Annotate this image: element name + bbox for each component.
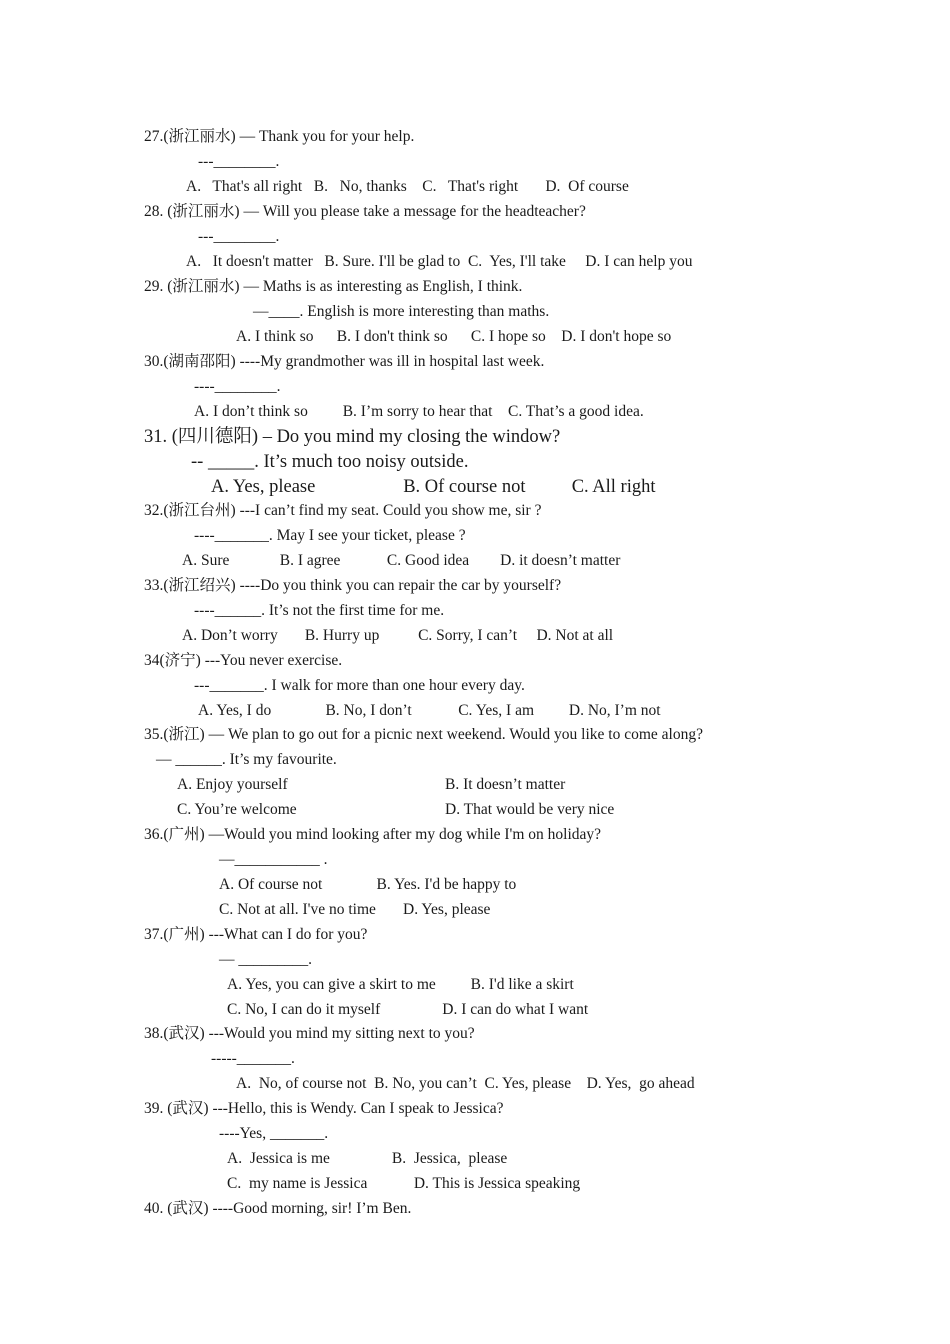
option-b: B. It doesn’t matter — [445, 776, 566, 793]
answer-blank: —____. English is more interesting than maths. — [253, 303, 550, 320]
answer-blank: -----_______. — [211, 1050, 295, 1067]
answer-blank: — _________. — [219, 951, 312, 968]
question-37: 37.(广州) ---What can I do for you? — [144, 926, 368, 943]
options: C. No, I can do it myself D. I can do what I want — [227, 1001, 589, 1018]
answer-blank: —___________ . — [219, 851, 328, 868]
answer-blank: ---_______. I walk for more than one hour every day. — [194, 677, 525, 694]
options: C. Not at all. I've no time D. Yes, please — [219, 901, 491, 918]
question-30: 30.(湖南邵阳) ----My grandmother was ill in hospital last week. — [144, 353, 545, 370]
answer-blank: ---________. — [198, 153, 280, 170]
answer-blank: ---________. — [198, 228, 280, 245]
options: A. Don’t worry B. Hurry up C. Sorry, I can’t D. Not at all — [182, 627, 614, 644]
question-32: 32.(浙江台州) ---I can’t find my seat. Could you show me, sir ? — [144, 502, 542, 519]
options: A. No, of course not B. No, you can’t C. Yes, please D. Yes, go ahead — [236, 1075, 695, 1092]
options: A. Of course not B. Yes. I'd be happy to — [219, 876, 517, 893]
answer-blank: ----_______. May I see your ticket, please ? — [194, 527, 466, 544]
question-31: 31. (四川德阳) – Do you mind my closing the window? — [144, 427, 561, 447]
answer-blank: — ______. It’s my favourite. — [156, 751, 337, 768]
option-a: A. Enjoy yourself — [177, 776, 288, 793]
options: A. Sure B. I agree C. Good idea D. it doesn’t matter — [182, 552, 621, 569]
answer-blank: -- _____. It’s much too noisy outside. — [191, 452, 469, 472]
option-d: D. That would be very nice — [445, 801, 615, 818]
question-28: 28. (浙江丽水) — Will you please take a message for the headteacher? — [144, 203, 586, 220]
answer-blank: ----______. It’s not the first time for me. — [194, 602, 445, 619]
options: A. That's all right B. No, thanks C. That's right D. Of course — [186, 178, 629, 195]
options: A. Yes, you can give a skirt to me B. I'd like a skirt — [227, 976, 574, 993]
options: A. Yes, I do B. No, I don’t C. Yes, I am D. No, I’m not — [198, 702, 661, 719]
answer-blank: ----Yes, _______. — [219, 1125, 329, 1142]
question-38: 38.(武汉) ---Would you mind my sitting next to you? — [144, 1025, 475, 1042]
option-c: C. You’re welcome — [177, 801, 297, 818]
options: A. It doesn't matter B. Sure. I'll be glad to C. Yes, I'll take D. I can help you — [186, 253, 693, 270]
question-33: 33.(浙江绍兴) ----Do you think you can repair the car by yourself? — [144, 577, 562, 594]
question-27: 27.(浙江丽水) — Thank you for your help. — [144, 128, 415, 145]
question-36: 36.(广州) —Would you mind looking after my dog while I'm on holiday? — [144, 826, 602, 843]
options: A. I don’t think so B. I’m sorry to hear that C. That’s a good idea. — [194, 403, 644, 420]
question-35: 35.(浙江) — We plan to go out for a picnic next weekend. Would you like to come along? — [144, 726, 703, 743]
options: A. Yes, please B. Of course not C. All right — [211, 477, 656, 497]
question-39: 39. (武汉) ---Hello, this is Wendy. Can I speak to Jessica? — [144, 1100, 504, 1117]
options: A. Jessica is me B. Jessica, please — [227, 1150, 508, 1167]
answer-blank: ----________. — [194, 378, 281, 395]
question-29: 29. (浙江丽水) — Maths is as interesting as English, I think. — [144, 278, 523, 295]
options: C. my name is Jessica D. This is Jessica speaking — [227, 1175, 581, 1192]
question-40: 40. (武汉) ----Good morning, sir! I’m Ben. — [144, 1200, 412, 1217]
options: A. I think so B. I don't think so C. I hope so D. I don't hope so — [236, 328, 672, 345]
question-34: 34(济宁) ---You never exercise. — [144, 652, 343, 669]
